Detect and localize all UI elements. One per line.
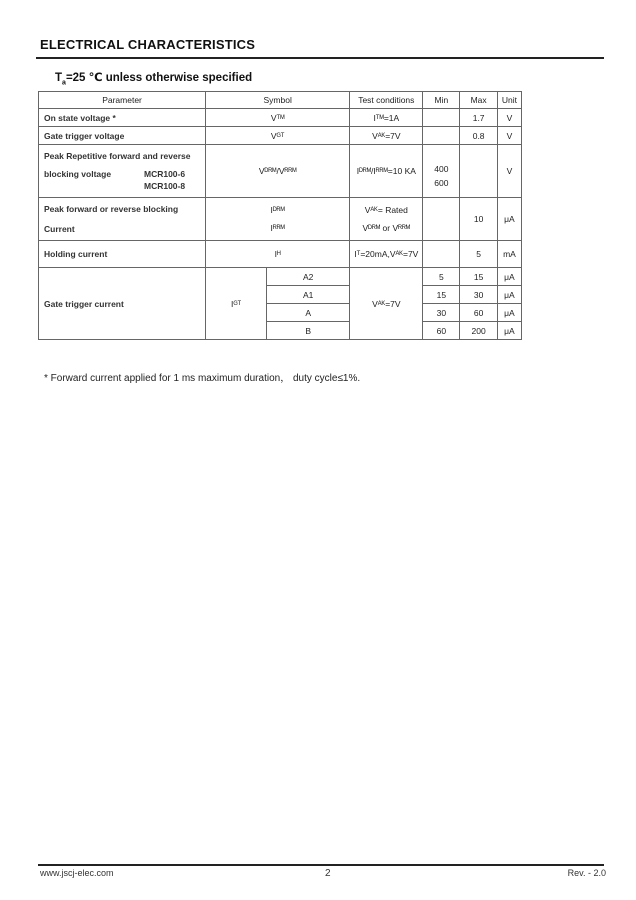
param-line: Current [44,224,75,234]
param-peak-blocking-current [39,198,206,241]
device-mcr100-8: MCR100-8 [143,181,186,191]
electrical-characteristics-table [38,91,522,340]
condition-line: Vᴰᴿᴹ or Vᴿᴿᴹ [362,223,411,233]
footer-revision: Rev. - 2.0 [567,868,606,878]
min-cell: 5 [423,268,460,286]
symbol-cell: Iᴳᵀ [206,268,267,340]
symbol-irrm: Iᴿᴿᴹ [270,223,285,233]
param-peak-repetitive-voltage [39,145,206,198]
min-cell: 30 [423,304,460,322]
unit-cell: μA [497,286,521,304]
param-gate-trigger-voltage: Gate trigger voltage [39,127,206,145]
condition-cell: Vᴬᴷ=7V [350,268,423,340]
header-parameter: Parameter [39,92,206,109]
unit-cell: μA [497,304,521,322]
min-cell [423,198,460,241]
table-row [39,268,522,286]
condition-line: Vᴬᴷ= Rated [364,205,408,215]
unit-cell: μA [497,198,521,241]
symbol-cell: Vᴰᴿᴹ/Vᴿᴿᴹ [206,145,350,198]
title-rule [36,57,604,59]
unit-cell: V [497,145,521,198]
unit-cell: V [497,109,521,127]
header-max: Max [460,92,497,109]
test-condition-heading [55,70,252,86]
device-line [44,181,201,191]
min-cell: 15 [423,286,460,304]
min-cell [423,241,460,268]
table-row [39,198,522,241]
min-cell [423,109,460,127]
min-cell [423,145,460,198]
min-cell: 60 [423,322,460,340]
max-cell: 200 [460,322,497,340]
page-title: ELECTRICAL CHARACTERISTICS [40,37,256,52]
max-cell: 60 [460,304,497,322]
table-row [39,127,522,145]
param-line: blocking voltage [44,169,112,179]
unit-cell: μA [497,322,521,340]
condition-symbol: T [55,72,63,84]
symbol-cell: Vᴳᵀ [206,127,350,145]
condition-cell [350,198,423,241]
table-row [39,241,522,268]
unit-cell: μA [497,268,521,286]
max-cell: 30 [460,286,497,304]
symbol-cell: Vᵀᴹ [206,109,350,127]
footer-website-link[interactable]: www.jscj-elec.com [40,868,114,878]
max-cell: 0.8 [460,127,497,145]
grade-cell: B [267,322,350,340]
table-header-row [39,92,522,109]
param-on-state-voltage: On state voltage * [39,109,206,127]
condition-cell: Iᴰᴿᴹ/Iᴿᴿᴹ=10 KA [350,145,423,198]
min-cell [423,127,460,145]
max-cell: 1.7 [460,109,497,127]
footnote: * Forward current applied for 1 ms maximum duration， duty cycle≤1%. [44,373,361,384]
header-symbol: Symbol [206,92,350,109]
device-mcr100-6: MCR100-6 [143,169,186,179]
param-holding-current: Holding current [39,241,206,268]
param-line: Peak forward or reverse blocking [44,204,179,214]
max-cell: 10 [460,198,497,241]
max-cell: 15 [460,268,497,286]
param-line: Peak Repetitive forward and reverse [44,151,191,161]
condition-text: =25 ℃ unless otherwise specified [65,72,253,84]
min-value-mcr100-6: 400 [434,164,449,174]
symbol-idrm: Iᴰᴿᴹ [270,205,285,215]
condition-cell: Vᴬᴷ=7V [350,127,423,145]
footer-page-number: 2 [325,868,331,879]
table-row [39,109,522,127]
header-min: Min [423,92,460,109]
param-gate-trigger-current: Gate trigger current [39,268,206,340]
max-cell: 5 [460,241,497,268]
header-unit: Unit [497,92,521,109]
header-test-conditions: Test conditions [350,92,423,109]
symbol-cell: Iᴴ [206,241,350,268]
grade-cell: A [267,304,350,322]
grade-cell: A2 [267,268,350,286]
unit-cell: mA [497,241,521,268]
footer-rule [38,864,604,866]
condition-subscript: a [62,79,66,87]
table-row [39,145,522,198]
param-line-with-device [44,169,201,179]
condition-cell: Iᵀᴹ=1A [350,109,423,127]
max-cell [460,145,497,198]
min-value-mcr100-8: 600 [434,178,449,188]
unit-cell: V [497,127,521,145]
grade-cell: A1 [267,286,350,304]
condition-cell: Iᵀ=20mA,Vᴬᴷ=7V [350,241,423,268]
symbol-cell [206,198,350,241]
